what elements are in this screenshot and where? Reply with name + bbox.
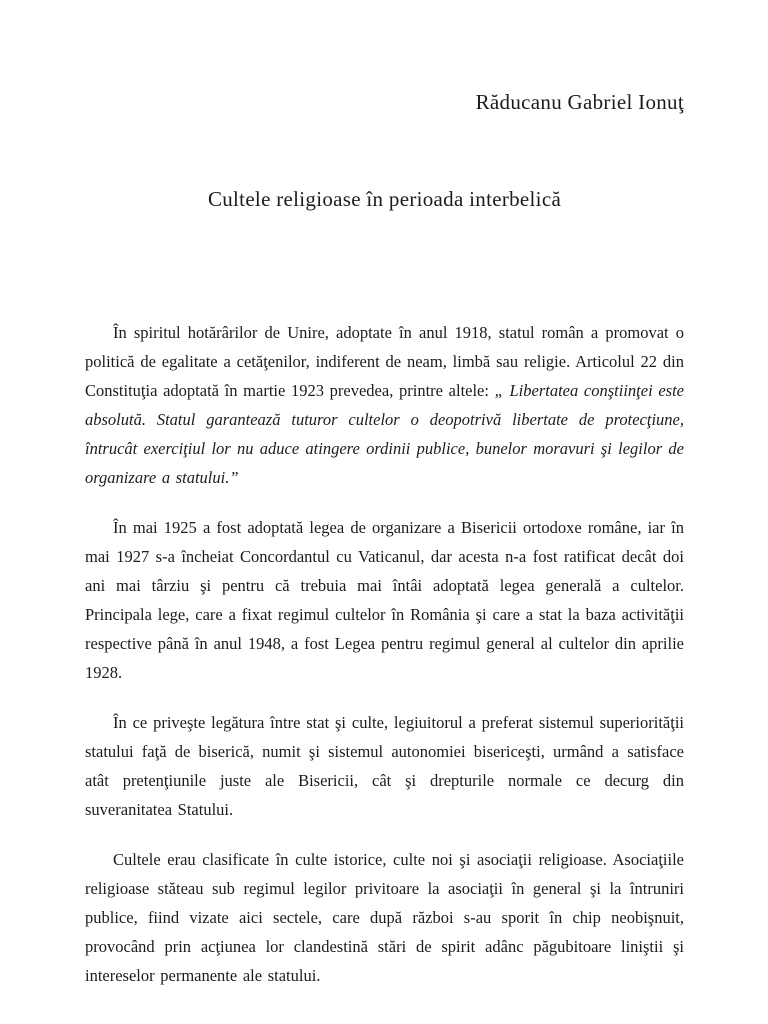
paragraph-1-quote-text: „ Libertatea conştiinţei este absolută. Statul garantează tuturor cultelor o deopotrivă libertate de protecţiune, întrucât exerciţiul lor nu aduce atingere ordinii publice, bunelor moravuri şi legilor de organizare a statului.”	[85, 381, 684, 488]
paragraph-3-text: În ce priveşte legătura între stat şi culte, legiuitorul a preferat sistemul superiorităţii statului faţă de biserică, numit şi sistemul autonomiei bisericeşti, urmând a satisface atât pretenţiunile juste ale Bisericii, cât şi drepturile normale ce decurg din suveranitatea Statului.	[85, 713, 684, 820]
paragraph-4-text: Cultele erau clasificate în culte istorice, culte noi şi asociaţii religioase. Asociaţiile religioase stăteau sub regimul legilor privitoare la asociaţii în general şi la întruniri publice, fiind vizate aici sectele, care după război s-au sporit în chip neobişnuit, provocând prin acţiunea lor clandestină stări de spirit adânc păgubitoare liniştii şi intereselor permanente ale statului.	[85, 850, 684, 986]
paragraph-4	[85, 845, 684, 990]
author-name: Răducanu Gabriel Ionuţ	[475, 90, 684, 114]
document-body	[85, 318, 684, 990]
paragraph-2	[85, 513, 684, 687]
paragraph-1-normal-text: În spiritul hotărârilor de Unire, adoptate în anul 1918, statul român a promovat o politică de egalitate a cetăţenilor, indiferent de neam, limbă sau religie. Articolul 22 din Constituţia adoptată în martie 1923 prevedea, printre altele:	[85, 323, 684, 401]
paragraph-1	[85, 318, 684, 492]
document-title: Cultele religioase în perioada interbelică	[207, 187, 562, 212]
paragraph-2-text: În mai 1925 a fost adoptată legea de organizare a Bisericii ortodoxe române, iar în mai 1927 s-a încheiat Concordantul cu Vaticanul, dar acesta n-a fost ratificat decât doi ani mai târziu şi pentru că trebuia mai întâi adoptată legea generală a cultelor. Principala lege, care a fixat regimul cultelor în România şi care a stat la baza activităţii respective până în anul 1948, a fost Legea pentru regimul general al cultelor din aprilie 1928.	[85, 518, 684, 683]
paragraph-3	[85, 708, 684, 824]
